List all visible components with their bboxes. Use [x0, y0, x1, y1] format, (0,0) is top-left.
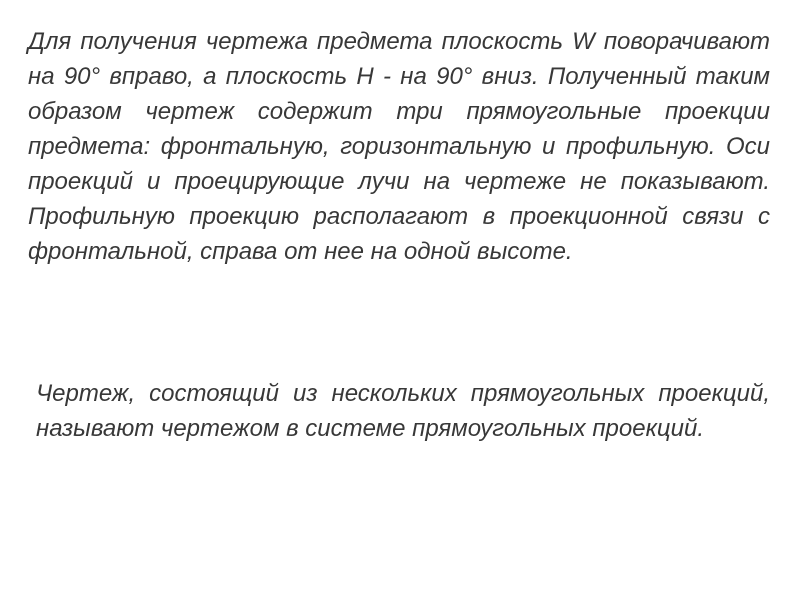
paragraph-rectangular-projections-definition: Чертеж, состоящий из нескольких прямоугольных проекций, называют чертежом в системе прямоугольных проекций. [36, 380, 770, 442]
paragraph-drawing-projections-explanation: Для получения чертежа предмета плоскость W поворачивают на 90° вправо, а плоскость H - на 90° вниз. Полученный таким образом чертеж содержит три прямоугольные проекции предмета: фронтальную, горизонтальную и профильную. Оси проекций и проецирующие лучи на чертеже не показывают. Профильную проекцию располагают в проекционной связи с фронтальной, справа от нее на одной высоте. [28, 28, 770, 265]
